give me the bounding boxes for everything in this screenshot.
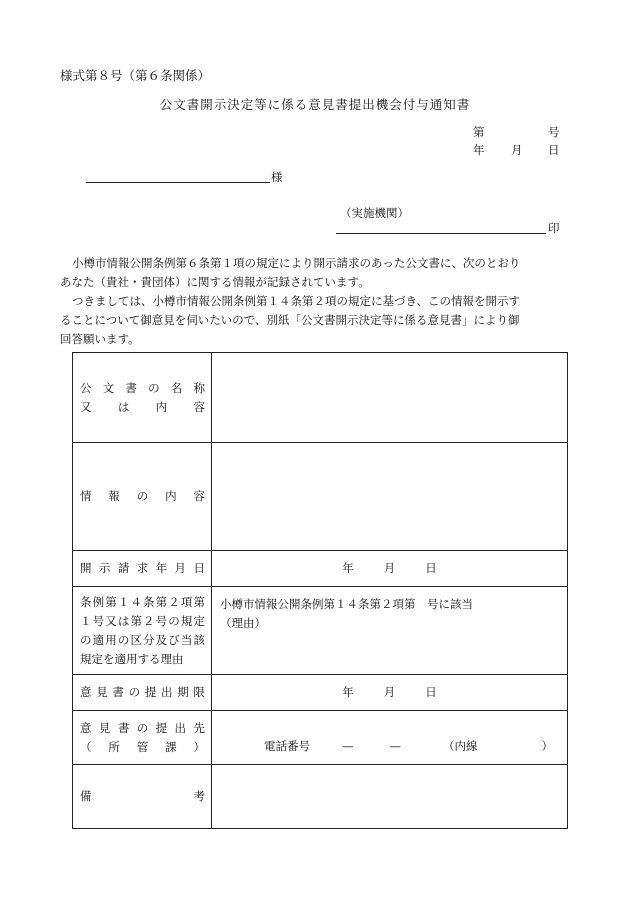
table-row: [73, 711, 568, 765]
notice-paragraph-1: [60, 254, 575, 292]
table-row: [73, 551, 568, 587]
agency-name-line: [336, 233, 546, 234]
phone-label: 電話番号: [264, 739, 310, 753]
document-title: 公文書開示決定等に係る意見書提出機会付与通知書: [159, 97, 471, 112]
table-row: [73, 353, 568, 443]
table-row: [73, 765, 568, 829]
information-table: [72, 352, 568, 829]
paragraph-line: ることについて御意見を伺いたいので、別紙「公文書開示決定等に係る意見書」により御: [60, 313, 520, 327]
extension-open: （内線: [443, 739, 478, 753]
table-row: [73, 443, 568, 551]
notice-paragraph-2: [60, 292, 575, 349]
agency-seal-mark: 印: [548, 221, 560, 235]
information-content-label: 情 報 の 内 容: [73, 443, 212, 551]
remarks-value[interactable]: [212, 765, 568, 829]
date-day: 日: [548, 143, 560, 157]
agency-label: （実施機関）: [340, 206, 409, 220]
information-content-value[interactable]: [212, 443, 568, 551]
submission-deadline-label: 意 見 書 の 提 出 期 限: [73, 675, 212, 711]
addressee-honorific: 様: [271, 170, 283, 184]
table-row: [73, 587, 568, 675]
table-row: [73, 675, 568, 711]
extension-close: ）: [541, 739, 553, 753]
paragraph-line: 小樽市情報公開条例第６条第１項の規定により開示請求のあった公文書に、次のとおり: [72, 256, 521, 270]
request-date-label: 開 示 請 求 年 月 日: [73, 551, 212, 587]
document-number-prefix: 第: [473, 125, 485, 139]
paragraph-line: つきましては、小樽市情報公開条例第１４条第２項の規定に基づき、この情報を開示す: [72, 294, 521, 308]
addressee-name-line: [86, 182, 270, 183]
applicable-provision-label: 条例第１４条第２項第１号又は第２号の規定の適用の区分及び当該規定を適用する理由: [73, 587, 212, 675]
submission-deadline-value[interactable]: 年 月 日: [212, 675, 568, 711]
document-name-value[interactable]: [212, 353, 568, 443]
submission-destination-value[interactable]: [212, 711, 568, 765]
document-number-suffix: 号: [548, 125, 560, 139]
remarks-label: 備 考: [73, 765, 212, 829]
submission-destination-label: 意 見 書 の 提 出 先 （ 所 管 課 ）: [73, 711, 212, 765]
date-year: 年: [473, 143, 485, 157]
paragraph-line: 回答願います。: [60, 332, 140, 346]
document-name-label: 公 文 書 の 名 称 又 は 内 容: [73, 353, 212, 443]
form-number: 様式第８号（第６条関係）: [60, 68, 211, 83]
paragraph-line: あなた（貴社・貴団体）に関する情報が記録されています。: [60, 275, 370, 289]
request-date-value[interactable]: 年 月 日: [212, 551, 568, 587]
date-month: 月: [511, 143, 523, 157]
phone-dash: —: [389, 739, 401, 753]
phone-dash: —: [342, 739, 354, 753]
applicable-provision-value[interactable]: 小樽市情報公開条例第１４条第２項第 号に該当 （理由）: [212, 587, 568, 675]
